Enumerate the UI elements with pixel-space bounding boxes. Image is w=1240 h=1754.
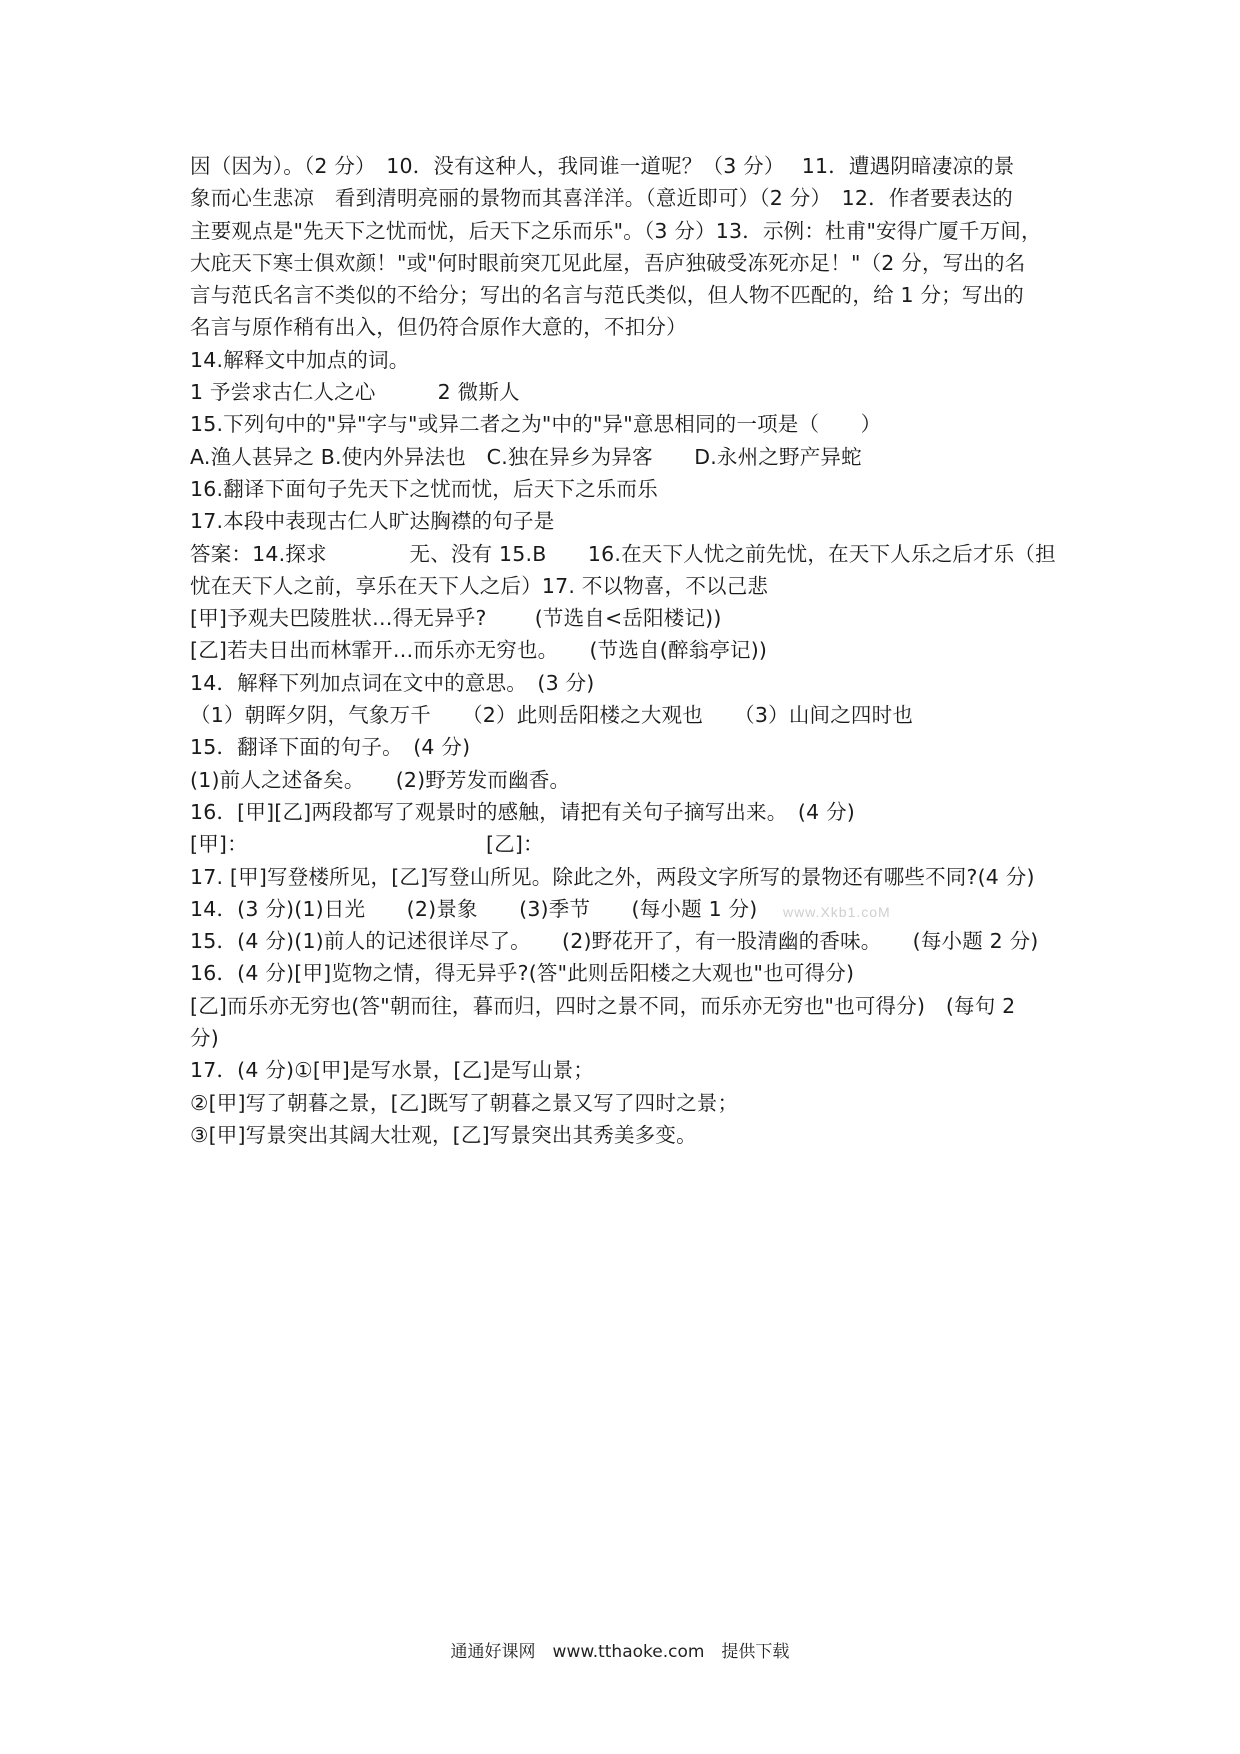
text-line: (1)前人之述备矣。 (2)野芳发而幽香。 xyxy=(190,767,571,792)
text-line: ②[甲]写了朝暮之景，[乙]既写了朝暮之景又写了四时之景； xyxy=(190,1090,739,1115)
text-line: A.渔人甚异之 B.使内外异法也 C.独在异乡为异客 D.永州之野产异蛇 xyxy=(190,444,862,469)
text-line: 答案：14.探求 无、没有 15.B 16.在天下人忧之前先忧，在天下人乐之后才乐（担 xyxy=(190,541,1056,566)
text-line: 15．翻译下面的句子。 (4 分) xyxy=(190,735,471,760)
text-line: ③[甲]写景突出其阔大壮观，[乙]写景突出其秀美多变。 xyxy=(190,1122,697,1147)
text-line: 17.本段中表现古仁人旷达胸襟的句子是 xyxy=(190,509,555,534)
text-line: 言与范氏名言不类似的不给分；写出的名言与范氏类似，但人物不匹配的，给 1 分；写出的 xyxy=(190,283,1024,308)
text-line: [甲]： [乙]： xyxy=(190,832,544,857)
text-line: （1）朝晖夕阴，气象万千 （2）此则岳阳楼之大观也 （3）山间之四时也 xyxy=(190,703,914,728)
text-line: 15.下列句中的"异"字与"或异二者之为"中的"异"意思相同的一项是（ ） xyxy=(190,412,882,437)
text-line: 象而心生悲凉 看到清明亮丽的景物而其喜洋洋。（意近即可）（2 分） 12．作者要表达的 xyxy=(190,186,1013,211)
page-footer: 通通好课网 www.tthaoke.com 提供下载 xyxy=(450,1642,790,1662)
text-line: 16．[甲][乙]两段都写了观景时的感触，请把有关句子摘写出来。 (4 分) xyxy=(190,799,855,824)
text-line: 15．(4 分)(1)前人的记述很详尽了。 (2)野花开了，有一股清幽的香味。 (每小题 2 分) xyxy=(190,929,1039,954)
text-line: 14.解释文中加点的词。 xyxy=(190,347,410,372)
text-line: 因（因为）。（2 分） 10．没有这种人，我同谁一道呢？（3 分） 11．遭遇阴暗凄凉的景 xyxy=(190,154,1015,178)
text-line: 大庇天下寒士俱欢颜！"或"何时眼前突兀见此屋，吾庐独破受冻死亦足！"（2 分，写出的名 xyxy=(190,250,1026,275)
text-line: 主要观点是"先天下之忧而忧，后天下之乐而乐"。（3 分）13．示例：杜甫"安得广厦千万间， xyxy=(190,218,1042,243)
text-line: 17．(4 分)①[甲]是写水景，[乙]是写山景； xyxy=(190,1058,595,1083)
text-line: 16.翻译下面句子先天下之忧而忧，后天下之乐而乐 xyxy=(190,476,658,501)
text-line: 14．解释下列加点词在文中的意思。 (3 分) xyxy=(190,670,595,695)
text-line: 14．(3 分)(1)日光 (2)景象 (3)季节 (每小题 1 分) xyxy=(190,896,758,921)
text-line: [甲]予观夫巴陵胜状…得无异乎? (节选自<岳阳楼记)) xyxy=(190,606,722,631)
text-line: 1 予尝求古仁人之心 2 微斯人 xyxy=(190,380,520,405)
text-line: 17. [甲]写登楼所见，[乙]写登山所见。除此之外，两段文字所写的景物还有哪些不同?(4 分) xyxy=(190,864,1035,889)
text-line: 16．(4 分)[甲]览物之情，得无异乎?(答"此则岳阳楼之大观也"也可得分) xyxy=(190,961,855,986)
text-line: [乙]而乐亦无穷也(答"朝而往，暮而归，四时之景不同，而乐亦无穷也"也可得分) (每句 2 xyxy=(190,993,1016,1018)
text-line: 名言与原作稍有出入，但仍符合原作大意的，不扣分） xyxy=(190,315,687,340)
text-line: 忧在天下人之前，享乐在天下人之后）17. 不以物喜，不以己悲 xyxy=(190,573,769,598)
text-line: [乙]若夫日出而林霏开…而乐亦无穷也。 (节选自(醉翁亭记)) xyxy=(190,638,768,663)
watermark: www.Xkb1.coM xyxy=(783,904,891,920)
text-line: 分) xyxy=(190,1026,219,1051)
document-body xyxy=(190,150,1070,1151)
